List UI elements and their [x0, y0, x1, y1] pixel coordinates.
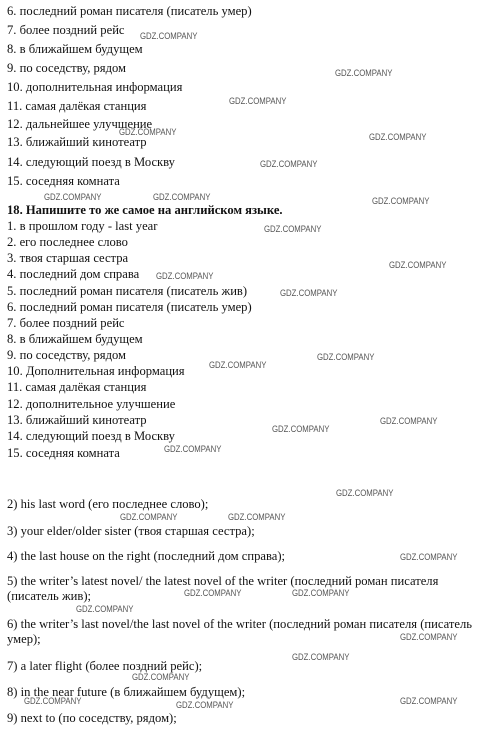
watermark: GDZ.COMPANY	[400, 632, 458, 643]
watermark: GDZ.COMPANY	[209, 360, 267, 371]
watermark: GDZ.COMPANY	[132, 672, 190, 683]
watermark: GDZ.COMPANY	[272, 424, 330, 435]
watermark: GDZ.COMPANY	[335, 68, 393, 79]
watermark: GDZ.COMPANY	[229, 96, 287, 107]
list-item: 15. соседняя комната	[7, 174, 120, 188]
watermark: GDZ.COMPANY	[156, 271, 214, 282]
list-item: 1. в прошлом году - last year	[7, 219, 158, 233]
watermark: GDZ.COMPANY	[176, 700, 234, 711]
watermark: GDZ.COMPANY	[264, 224, 322, 235]
list-item: 11. самая далёкая станция	[7, 380, 147, 394]
answer-item: 4) the last house on the right (последний дом справа);	[7, 549, 286, 563]
list-item: 6. последний роман писателя (писатель умер)	[7, 4, 252, 18]
list-item: 8. в ближайшем будущем	[7, 332, 143, 346]
watermark: GDZ.COMPANY	[380, 416, 438, 427]
list-item: 14. следующий поезд в Москву	[7, 155, 175, 169]
answer-item: 5) the writer’s latest novel/ the latest novel of the writer (последний роман писателя (писатель жив);	[7, 574, 439, 603]
watermark: GDZ.COMPANY	[389, 260, 447, 271]
watermark: GDZ.COMPANY	[400, 696, 458, 707]
answer-item: 6) the writer’s last novel/the last novel of the writer (последний роман писателя (писатель умер);	[7, 617, 473, 646]
watermark: GDZ.COMPANY	[400, 552, 458, 563]
list-item: 7. более поздний рейс	[7, 316, 125, 330]
list-item: 15. соседняя комната	[7, 446, 120, 460]
watermark: GDZ.COMPANY	[292, 588, 350, 599]
answer-item: 2) his last word (его последнее слово);	[7, 497, 209, 511]
list-item: 12. дальнейшее улучшение	[7, 117, 153, 131]
exercise-heading: 18. Напишите то же самое на английском языке.	[7, 203, 283, 217]
list-item: 10. Дополнительная информация	[7, 364, 185, 378]
list-item: 13. ближайший кинотеатр	[7, 413, 147, 427]
watermark: GDZ.COMPANY	[119, 127, 177, 138]
answer-item: 9) next to (по соседству, рядом);	[7, 711, 177, 725]
list-item: 13. ближайший кинотеатр	[7, 135, 147, 149]
list-item: 4. последний дом справа	[7, 267, 140, 281]
watermark: GDZ.COMPANY	[336, 488, 394, 499]
watermark: GDZ.COMPANY	[120, 512, 178, 523]
answer-item: 3) your elder/older sister (твоя старшая сестра);	[7, 524, 255, 538]
watermark: GDZ.COMPANY	[153, 192, 211, 203]
list-item: 8. в ближайшем будущем	[7, 42, 143, 56]
list-item: 11. самая далёкая станция	[7, 99, 147, 113]
watermark: GDZ.COMPANY	[184, 588, 242, 599]
list-item: 3. твоя старшая сестра	[7, 251, 129, 265]
list-item: 14. следующий поезд в Москву	[7, 429, 175, 443]
answer-item: 8) in the near future (в ближайшем будущем);	[7, 685, 246, 699]
list-item: 9. по соседству, рядом	[7, 61, 127, 75]
answer-item: 7) a later flight (более поздний рейс);	[7, 659, 203, 673]
list-item: 7. более поздний рейс	[7, 23, 125, 37]
watermark: GDZ.COMPANY	[228, 512, 286, 523]
watermark: GDZ.COMPANY	[372, 196, 430, 207]
list-item: 9. по соседству, рядом	[7, 348, 127, 362]
watermark: GDZ.COMPANY	[24, 696, 82, 707]
watermark: GDZ.COMPANY	[140, 31, 198, 42]
watermark: GDZ.COMPANY	[44, 192, 102, 203]
watermark: GDZ.COMPANY	[369, 132, 427, 143]
watermark: GDZ.COMPANY	[317, 352, 375, 363]
watermark: GDZ.COMPANY	[292, 652, 350, 663]
list-item: 2. его последнее слово	[7, 235, 128, 249]
watermark: GDZ.COMPANY	[280, 288, 338, 299]
list-item: 10. дополнительная информация	[7, 80, 183, 94]
watermark: GDZ.COMPANY	[260, 159, 318, 170]
list-item: 12. дополнительное улучшение	[7, 397, 176, 411]
list-item: 5. последний роман писателя (писатель жив)	[7, 284, 248, 298]
watermark: GDZ.COMPANY	[164, 444, 222, 455]
list-item: 6. последний роман писателя (писатель умер)	[7, 300, 252, 314]
watermark: GDZ.COMPANY	[76, 604, 134, 615]
